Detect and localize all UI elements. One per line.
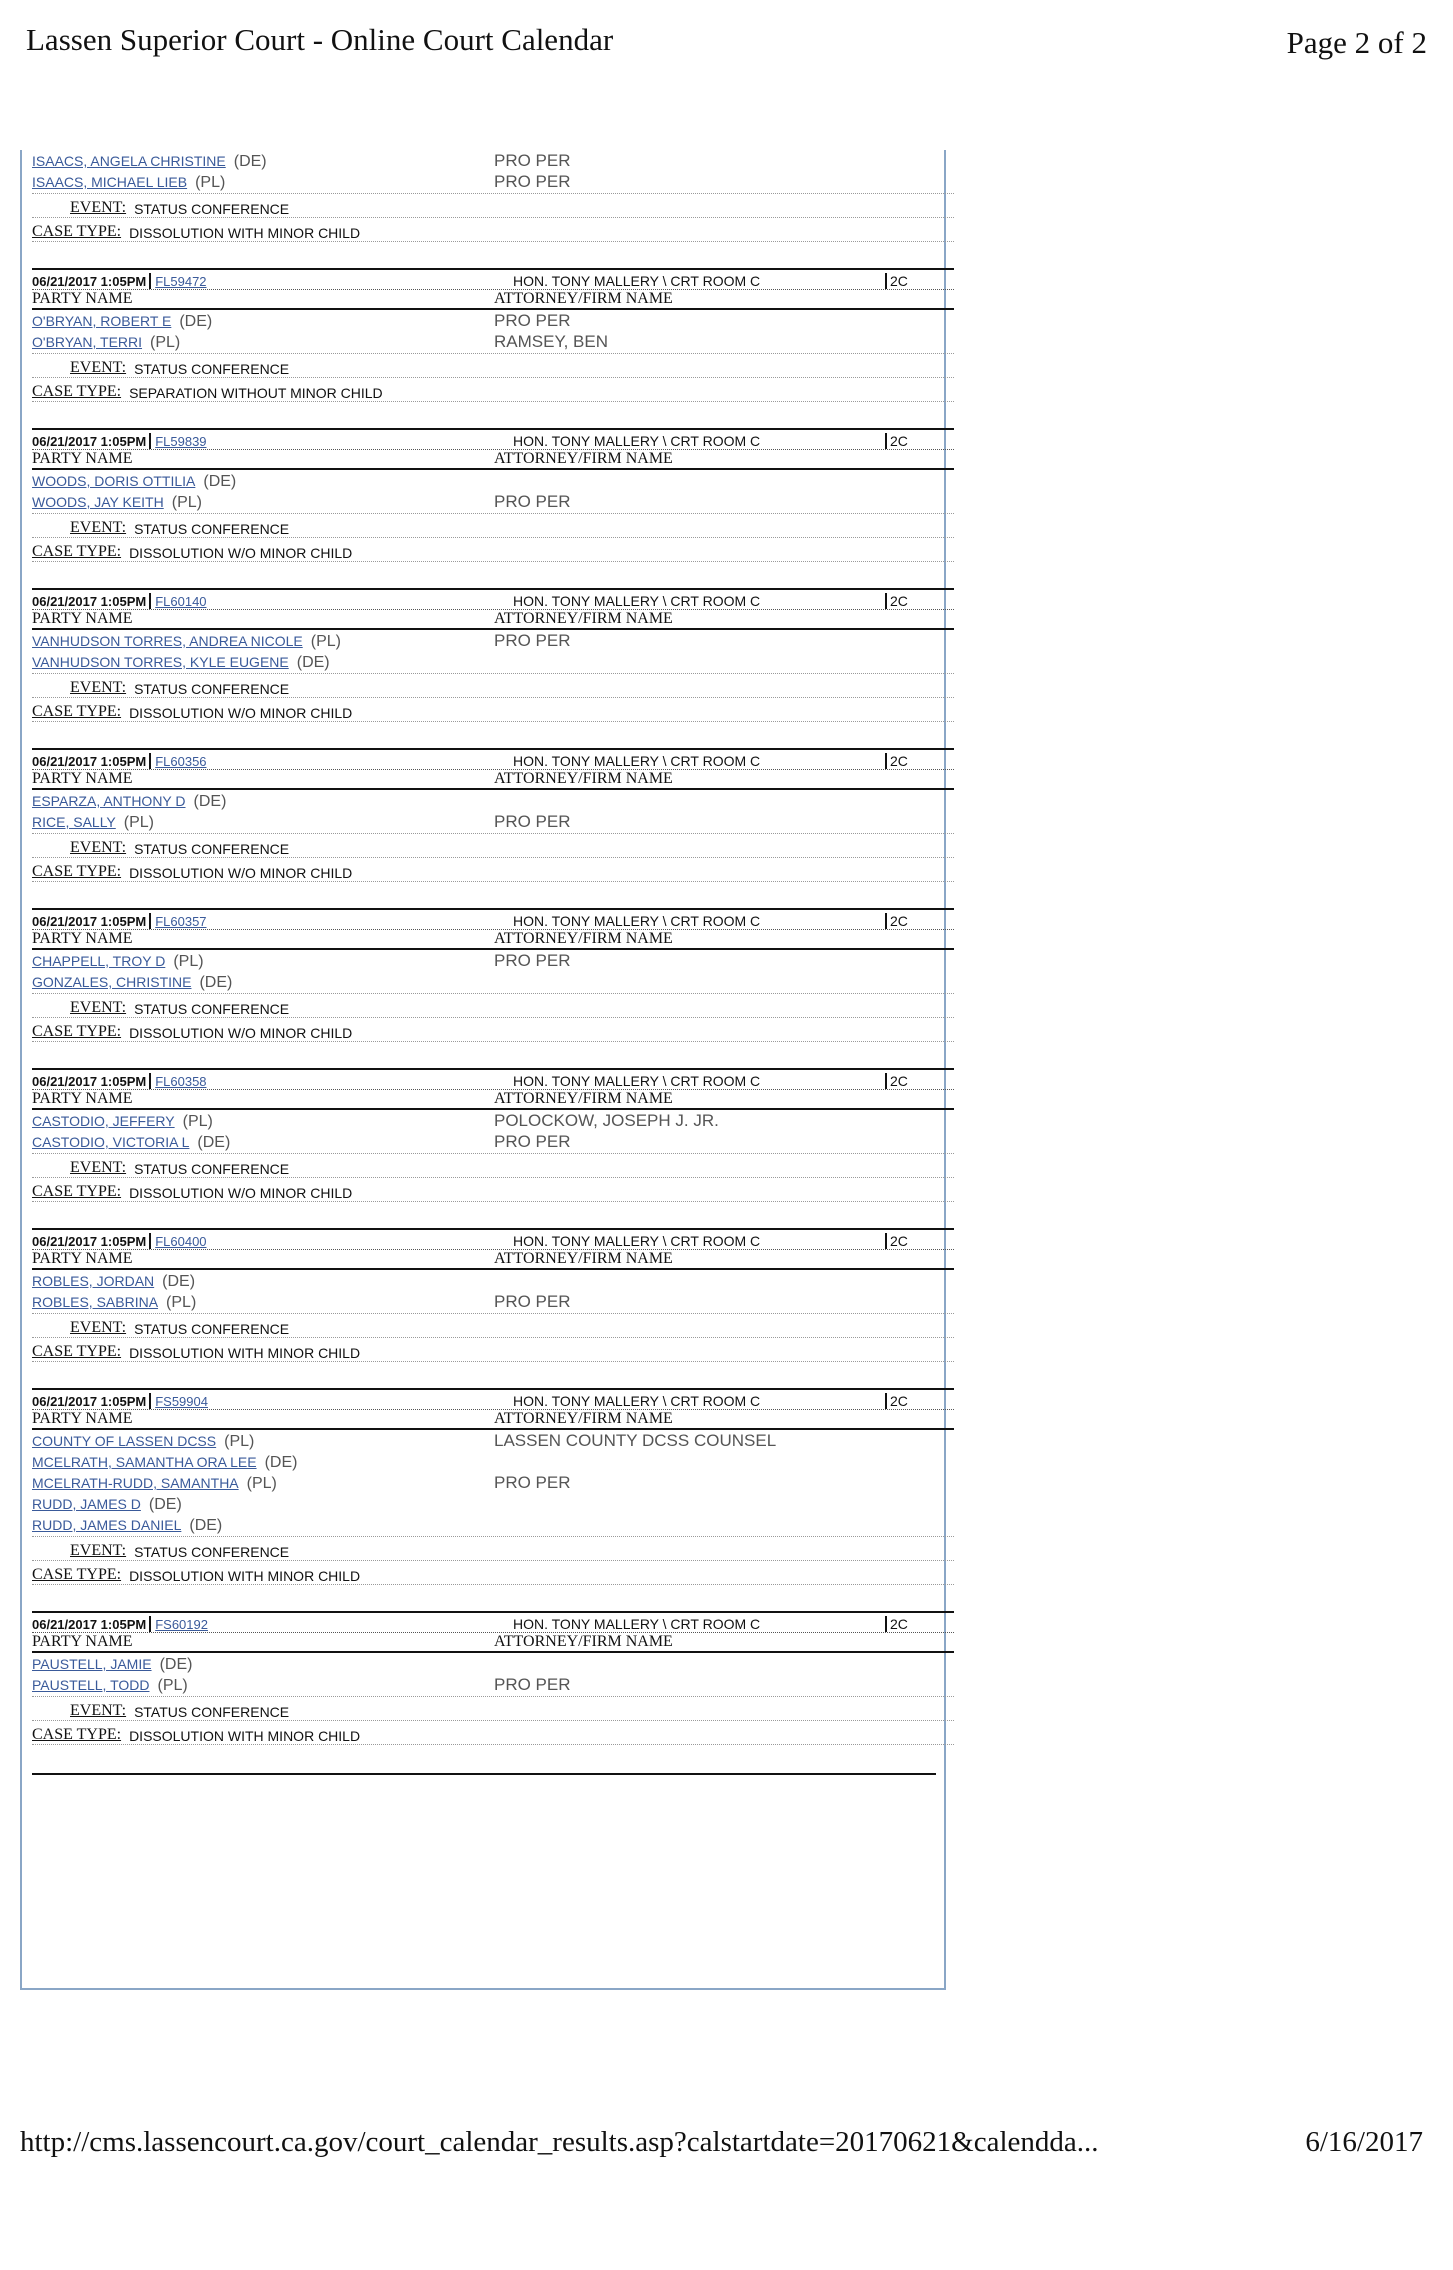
case-type-row [32, 538, 954, 562]
case-type-value: DISSOLUTION WITH MINOR CHILD [129, 1345, 361, 1361]
party-name-link[interactable]: CASTODIO, JEFFERY [32, 1113, 175, 1129]
case-type-label: CASE TYPE: [32, 1566, 122, 1583]
judge-courtroom: HON. TONY MALLERY \ CRT ROOM C [513, 593, 761, 609]
room-code: 2C [890, 1073, 908, 1089]
party-cell [32, 1433, 494, 1451]
case-header-row [32, 588, 954, 610]
case-block [32, 1068, 954, 1202]
event-label: EVENT: [70, 679, 127, 696]
case-block [32, 588, 954, 722]
attorney-name: PRO PER [494, 1675, 571, 1694]
event-row [32, 1697, 954, 1721]
case-block [32, 748, 954, 882]
case-type-value: DISSOLUTION W/O MINOR CHILD [129, 1185, 353, 1201]
party-row [32, 651, 954, 672]
party-row [32, 150, 954, 171]
separator [885, 913, 887, 929]
event-value: STATUS CONFERENCE [134, 1544, 290, 1560]
party-name-header: PARTY NAME [32, 290, 133, 307]
party-cell [32, 974, 494, 992]
party-role: (DE) [296, 654, 330, 671]
room-code: 2C [890, 273, 908, 289]
party-role: (DE) [197, 1134, 231, 1151]
case-type-row [32, 218, 954, 242]
party-name-link[interactable]: ROBLES, JORDAN [32, 1273, 155, 1289]
party-name-link[interactable]: ESPARZA, ANTHONY D [32, 793, 186, 809]
attorney-name: PRO PER [494, 631, 571, 650]
case-datetime: 06/21/2017 1:05PM [32, 434, 147, 449]
attorney-header: ATTORNEY/FIRM NAME [494, 290, 673, 307]
case-header-row [32, 908, 954, 930]
party-cell [32, 174, 494, 192]
case-list [32, 268, 936, 1745]
event-row [32, 354, 954, 378]
attorney-header: ATTORNEY/FIRM NAME [494, 1633, 673, 1650]
party-role: (DE) [179, 313, 213, 330]
case-header-row [32, 1611, 954, 1633]
case-type-label: CASE TYPE: [32, 863, 122, 880]
room-code: 2C [890, 1393, 908, 1409]
party-name-link[interactable]: GONZALES, CHRISTINE [32, 974, 192, 990]
case-header-row [32, 428, 954, 450]
room-code: 2C [890, 753, 908, 769]
party-row [32, 790, 954, 811]
party-name-header: PARTY NAME [32, 930, 133, 947]
case-datetime: 06/21/2017 1:05PM [32, 594, 147, 609]
party-cell [32, 633, 494, 651]
party-role: (DE) [199, 974, 233, 991]
column-header-row [32, 930, 954, 950]
party-cell [32, 814, 494, 832]
event-row [32, 514, 954, 538]
attorney-name: PRO PER [494, 172, 571, 191]
judge-courtroom: HON. TONY MALLERY \ CRT ROOM C [513, 1616, 761, 1632]
case-type-label: CASE TYPE: [32, 1726, 122, 1743]
party-list [32, 790, 954, 834]
room-code: 2C [890, 593, 908, 609]
party-cell [32, 1496, 494, 1514]
attorney-header: ATTORNEY/FIRM NAME [494, 930, 673, 947]
party-name-link[interactable]: COUNTY OF LASSEN DCSS [32, 1433, 217, 1449]
event-label: EVENT: [70, 199, 127, 216]
party-cell [32, 793, 494, 811]
party-role: (PL) [182, 1113, 213, 1130]
case-type-value: DISSOLUTION WITH MINOR CHILD [129, 1728, 361, 1744]
separator [885, 1233, 887, 1249]
party-name-link[interactable]: ROBLES, SABRINA [32, 1294, 159, 1310]
separator [885, 753, 887, 769]
party-cell [32, 1294, 494, 1312]
event-row [32, 1537, 954, 1561]
attorney-name: PRO PER [494, 951, 571, 970]
case-type-value: DISSOLUTION W/O MINOR CHILD [129, 705, 353, 721]
party-list [32, 1653, 954, 1697]
separator [885, 1073, 887, 1089]
party-name-link[interactable]: WOODS, JAY KEITH [32, 494, 164, 510]
party-row [32, 1674, 954, 1695]
case-type-row [32, 1338, 954, 1362]
case-type-value: DISSOLUTION W/O MINOR CHILD [129, 865, 353, 881]
case-number-link[interactable]: FL60356 [155, 754, 207, 769]
room-code: 2C [890, 1233, 908, 1249]
party-list [32, 630, 954, 674]
party-name-link[interactable]: MCELRATH-RUDD, SAMANTHA [32, 1475, 239, 1491]
room-code: 2C [890, 433, 908, 449]
column-header-row [32, 1250, 954, 1270]
event-label: EVENT: [70, 359, 127, 376]
case-header-row [32, 748, 954, 770]
case-block [32, 268, 954, 402]
column-header-row [32, 450, 954, 470]
case-datetime: 06/21/2017 1:05PM [32, 274, 147, 289]
case-type-row [32, 1018, 954, 1042]
case-type-label: CASE TYPE: [32, 223, 122, 240]
party-row [32, 491, 954, 512]
party-cell [32, 313, 494, 331]
panel-end-rule [32, 1773, 936, 1777]
party-cell [32, 494, 494, 512]
event-value: STATUS CONFERENCE [134, 361, 290, 377]
case-number-link[interactable]: FS60192 [155, 1617, 208, 1632]
case-type-value: DISSOLUTION W/O MINOR CHILD [129, 1025, 353, 1041]
event-row [32, 834, 954, 858]
judge-courtroom: HON. TONY MALLERY \ CRT ROOM C [513, 273, 761, 289]
case-datetime: 06/21/2017 1:05PM [32, 914, 147, 929]
event-label: EVENT: [70, 519, 127, 536]
party-row [32, 1514, 954, 1535]
case-block [32, 1228, 954, 1362]
party-role: (PL) [246, 1475, 277, 1492]
attorney-name: RAMSEY, BEN [494, 332, 609, 351]
case-type-label: CASE TYPE: [32, 383, 122, 400]
case-number-link[interactable]: FS59904 [155, 1394, 208, 1409]
party-list [32, 470, 954, 514]
attorney-header: ATTORNEY/FIRM NAME [494, 1410, 673, 1427]
party-row [32, 310, 954, 331]
event-row [32, 1314, 954, 1338]
attorney-name: LASSEN COUNTY DCSS COUNSEL [494, 1431, 777, 1450]
party-row [32, 1472, 954, 1493]
case-datetime: 06/21/2017 1:05PM [32, 1074, 147, 1089]
column-header-row [32, 1633, 954, 1653]
party-row [32, 971, 954, 992]
event-value: STATUS CONFERENCE [134, 841, 290, 857]
party-row [32, 1291, 954, 1312]
party-row [32, 1110, 954, 1131]
separator [885, 1393, 887, 1409]
column-header-row [32, 770, 954, 790]
case-type-value: DISSOLUTION W/O MINOR CHILD [129, 545, 353, 561]
case-number-link[interactable]: FL60358 [155, 1074, 207, 1089]
event-value: STATUS CONFERENCE [134, 1704, 290, 1720]
case-type-label: CASE TYPE: [32, 703, 122, 720]
case-type-label: CASE TYPE: [32, 1183, 122, 1200]
party-name-link[interactable]: O'BRYAN, ROBERT E [32, 313, 172, 329]
event-label: EVENT: [70, 999, 127, 1016]
case-type-row [32, 858, 954, 882]
party-cell [32, 473, 494, 491]
party-name-link[interactable]: PAUSTELL, TODD [32, 1677, 150, 1693]
attorney-name: PRO PER [494, 492, 571, 511]
party-list [32, 1110, 954, 1154]
judge-courtroom: HON. TONY MALLERY \ CRT ROOM C [513, 753, 761, 769]
attorney-name: PRO PER [494, 151, 571, 170]
case-type-value: SEPARATION WITHOUT MINOR CHILD [129, 385, 383, 401]
case-type-row [32, 698, 954, 722]
party-cell [32, 953, 494, 971]
case-number-link[interactable]: FL59472 [155, 274, 207, 289]
case-type-row [32, 1721, 954, 1745]
case-type-row [32, 378, 954, 402]
case-header-row [32, 1068, 954, 1090]
party-role: (DE) [148, 1496, 182, 1513]
calendar-panel [20, 150, 946, 1990]
event-label: EVENT: [70, 839, 127, 856]
attorney-header: ATTORNEY/FIRM NAME [494, 770, 673, 787]
party-row [32, 1131, 954, 1152]
separator [149, 1393, 151, 1409]
party-name-header: PARTY NAME [32, 1633, 133, 1650]
party-list [32, 950, 954, 994]
case-type-value: DISSOLUTION WITH MINOR CHILD [129, 1568, 361, 1584]
party-list [32, 1270, 954, 1314]
party-name-header: PARTY NAME [32, 610, 133, 627]
separator [885, 273, 887, 289]
party-name-link[interactable]: VANHUDSON TORRES, ANDREA NICOLE [32, 633, 303, 649]
party-cell [32, 1656, 494, 1674]
party-role: (DE) [162, 1273, 196, 1290]
case-type-label: CASE TYPE: [32, 543, 122, 560]
case-type-value: DISSOLUTION WITH MINOR CHILD [129, 225, 361, 241]
judge-courtroom: HON. TONY MALLERY \ CRT ROOM C [513, 433, 761, 449]
case-type-row [32, 1178, 954, 1202]
case-block [32, 1611, 954, 1745]
event-label: EVENT: [70, 1702, 127, 1719]
party-cell [32, 1475, 494, 1493]
attorney-name: PRO PER [494, 311, 571, 330]
attorney-name: PRO PER [494, 1473, 571, 1492]
party-role: (PL) [224, 1433, 255, 1450]
event-row [32, 674, 954, 698]
attorney-header: ATTORNEY/FIRM NAME [494, 1250, 673, 1267]
footer-url: http://cms.lassencourt.ca.gov/court_calendar_results.asp?calstartdate=20170621&calendda... [20, 2126, 1099, 2158]
party-cell [32, 1454, 494, 1472]
separator [149, 913, 151, 929]
separator [149, 753, 151, 769]
judge-courtroom: HON. TONY MALLERY \ CRT ROOM C [513, 1073, 761, 1089]
footer-date: 6/16/2017 [1305, 2126, 1423, 2158]
column-header-row [32, 1410, 954, 1430]
room-code: 2C [890, 913, 908, 929]
party-role: (DE) [203, 473, 237, 490]
event-value: STATUS CONFERENCE [134, 1161, 290, 1177]
party-name-link[interactable]: MCELRATH, SAMANTHA ORA LEE [32, 1454, 257, 1470]
event-value: STATUS CONFERENCE [134, 681, 290, 697]
attorney-header: ATTORNEY/FIRM NAME [494, 1090, 673, 1107]
party-row [32, 1270, 954, 1291]
party-cell [32, 1517, 494, 1535]
party-name-link[interactable]: ISAACS, MICHAEL LIEB [32, 174, 188, 190]
event-row [32, 1154, 954, 1178]
case-number-link[interactable]: FL59839 [155, 434, 207, 449]
column-header-row [32, 610, 954, 630]
party-role: (DE) [159, 1656, 193, 1673]
party-name-link[interactable]: ISAACS, ANGELA CHRISTINE [32, 153, 226, 169]
event-row [32, 994, 954, 1018]
party-role: (PL) [123, 814, 155, 831]
case-block [32, 428, 954, 562]
party-row [32, 331, 954, 352]
party-role: (PL) [157, 1677, 188, 1694]
party-list [32, 1430, 954, 1537]
event-label: EVENT: [70, 1159, 127, 1176]
attorney-name: PRO PER [494, 812, 571, 831]
party-cell [32, 334, 494, 352]
case-number-link[interactable]: FL60400 [155, 1234, 207, 1249]
column-header-row [32, 1090, 954, 1110]
event-value: STATUS CONFERENCE [134, 521, 290, 537]
party-row [32, 470, 954, 491]
party-row [32, 1653, 954, 1674]
separator [149, 1073, 151, 1089]
judge-courtroom: HON. TONY MALLERY \ CRT ROOM C [513, 1393, 761, 1409]
attorney-name: PRO PER [494, 1132, 571, 1151]
party-row [32, 1430, 954, 1451]
room-code: 2C [890, 1616, 908, 1632]
case-header-row [32, 1228, 954, 1250]
party-row [32, 950, 954, 971]
attorney-name: PRO PER [494, 1292, 571, 1311]
party-cell [32, 1113, 494, 1131]
event-value: STATUS CONFERENCE [134, 201, 290, 217]
attorney-name: POLOCKOW, JOSEPH J. JR. [494, 1111, 719, 1130]
party-role: (DE) [189, 1517, 223, 1534]
case-datetime: 06/21/2017 1:05PM [32, 1234, 147, 1249]
party-name-header: PARTY NAME [32, 1090, 133, 1107]
page-number: Page 2 of 2 [1286, 25, 1427, 60]
party-name-link[interactable]: WOODS, DORIS OTTILIA [32, 473, 196, 489]
party-name-header: PARTY NAME [32, 1250, 133, 1267]
case-datetime: 06/21/2017 1:05PM [32, 1394, 147, 1409]
party-name-link[interactable]: RICE, SALLY [32, 814, 116, 830]
separator [885, 1616, 887, 1632]
case-type-label: CASE TYPE: [32, 1343, 122, 1360]
separator [149, 273, 151, 289]
party-name-header: PARTY NAME [32, 450, 133, 467]
party-row [32, 1451, 954, 1472]
party-name-header: PARTY NAME [32, 770, 133, 787]
party-row [32, 171, 954, 192]
party-role: (PL) [173, 953, 204, 970]
party-role: (PL) [166, 1294, 197, 1311]
party-row [32, 811, 954, 832]
party-name-link[interactable]: PAUSTELL, JAMIE [32, 1656, 152, 1672]
case-block [32, 1388, 954, 1585]
party-name-link[interactable]: O'BRYAN, TERRI [32, 334, 143, 350]
party-role: (PL) [195, 174, 226, 191]
separator [149, 433, 151, 449]
party-role: (PL) [310, 633, 341, 650]
case-type-label: CASE TYPE: [32, 1023, 122, 1040]
party-list [32, 310, 954, 354]
party-list [32, 150, 954, 194]
separator [885, 433, 887, 449]
judge-courtroom: HON. TONY MALLERY \ CRT ROOM C [513, 1233, 761, 1249]
case-number-link[interactable]: FL60357 [155, 914, 207, 929]
judge-courtroom: HON. TONY MALLERY \ CRT ROOM C [513, 913, 761, 929]
party-name-link[interactable]: VANHUDSON TORRES, KYLE EUGENE [32, 654, 289, 670]
event-value: STATUS CONFERENCE [134, 1321, 290, 1337]
event-row [32, 194, 954, 218]
event-value: STATUS CONFERENCE [134, 1001, 290, 1017]
party-role: (DE) [233, 153, 267, 170]
party-name-header: PARTY NAME [32, 1410, 133, 1427]
party-cell [32, 654, 494, 672]
party-role: (DE) [193, 793, 227, 810]
column-header-row [32, 290, 954, 310]
party-cell [32, 1273, 494, 1291]
separator [149, 593, 151, 609]
attorney-header: ATTORNEY/FIRM NAME [494, 610, 673, 627]
event-label: EVENT: [70, 1319, 127, 1336]
party-name-link[interactable]: CASTODIO, VICTORIA L [32, 1134, 190, 1150]
party-name-link[interactable]: RUDD, JAMES DANIEL [32, 1517, 182, 1533]
case-type-row [32, 1561, 954, 1585]
party-cell [32, 1134, 494, 1152]
party-cell [32, 153, 494, 171]
case-header-row [32, 1388, 954, 1410]
attorney-header: ATTORNEY/FIRM NAME [494, 450, 673, 467]
party-cell [32, 1677, 494, 1695]
party-row [32, 1493, 954, 1514]
party-name-link[interactable]: CHAPPELL, TROY D [32, 953, 166, 969]
case-number-link[interactable]: FL60140 [155, 594, 207, 609]
party-role: (PL) [171, 494, 202, 511]
separator [885, 593, 887, 609]
case-datetime: 06/21/2017 1:05PM [32, 754, 147, 769]
party-role: (DE) [264, 1454, 298, 1471]
page-title: Lassen Superior Court - Online Court Calendar [26, 22, 614, 57]
case-datetime: 06/21/2017 1:05PM [32, 1617, 147, 1632]
party-row [32, 630, 954, 651]
case-block [32, 908, 954, 1042]
party-name-link[interactable]: RUDD, JAMES D [32, 1496, 141, 1512]
separator [149, 1233, 151, 1249]
case-header-row [32, 268, 954, 290]
separator [149, 1616, 151, 1632]
case-block-continued [32, 150, 954, 242]
event-label: EVENT: [70, 1542, 127, 1559]
party-role: (PL) [150, 334, 181, 351]
